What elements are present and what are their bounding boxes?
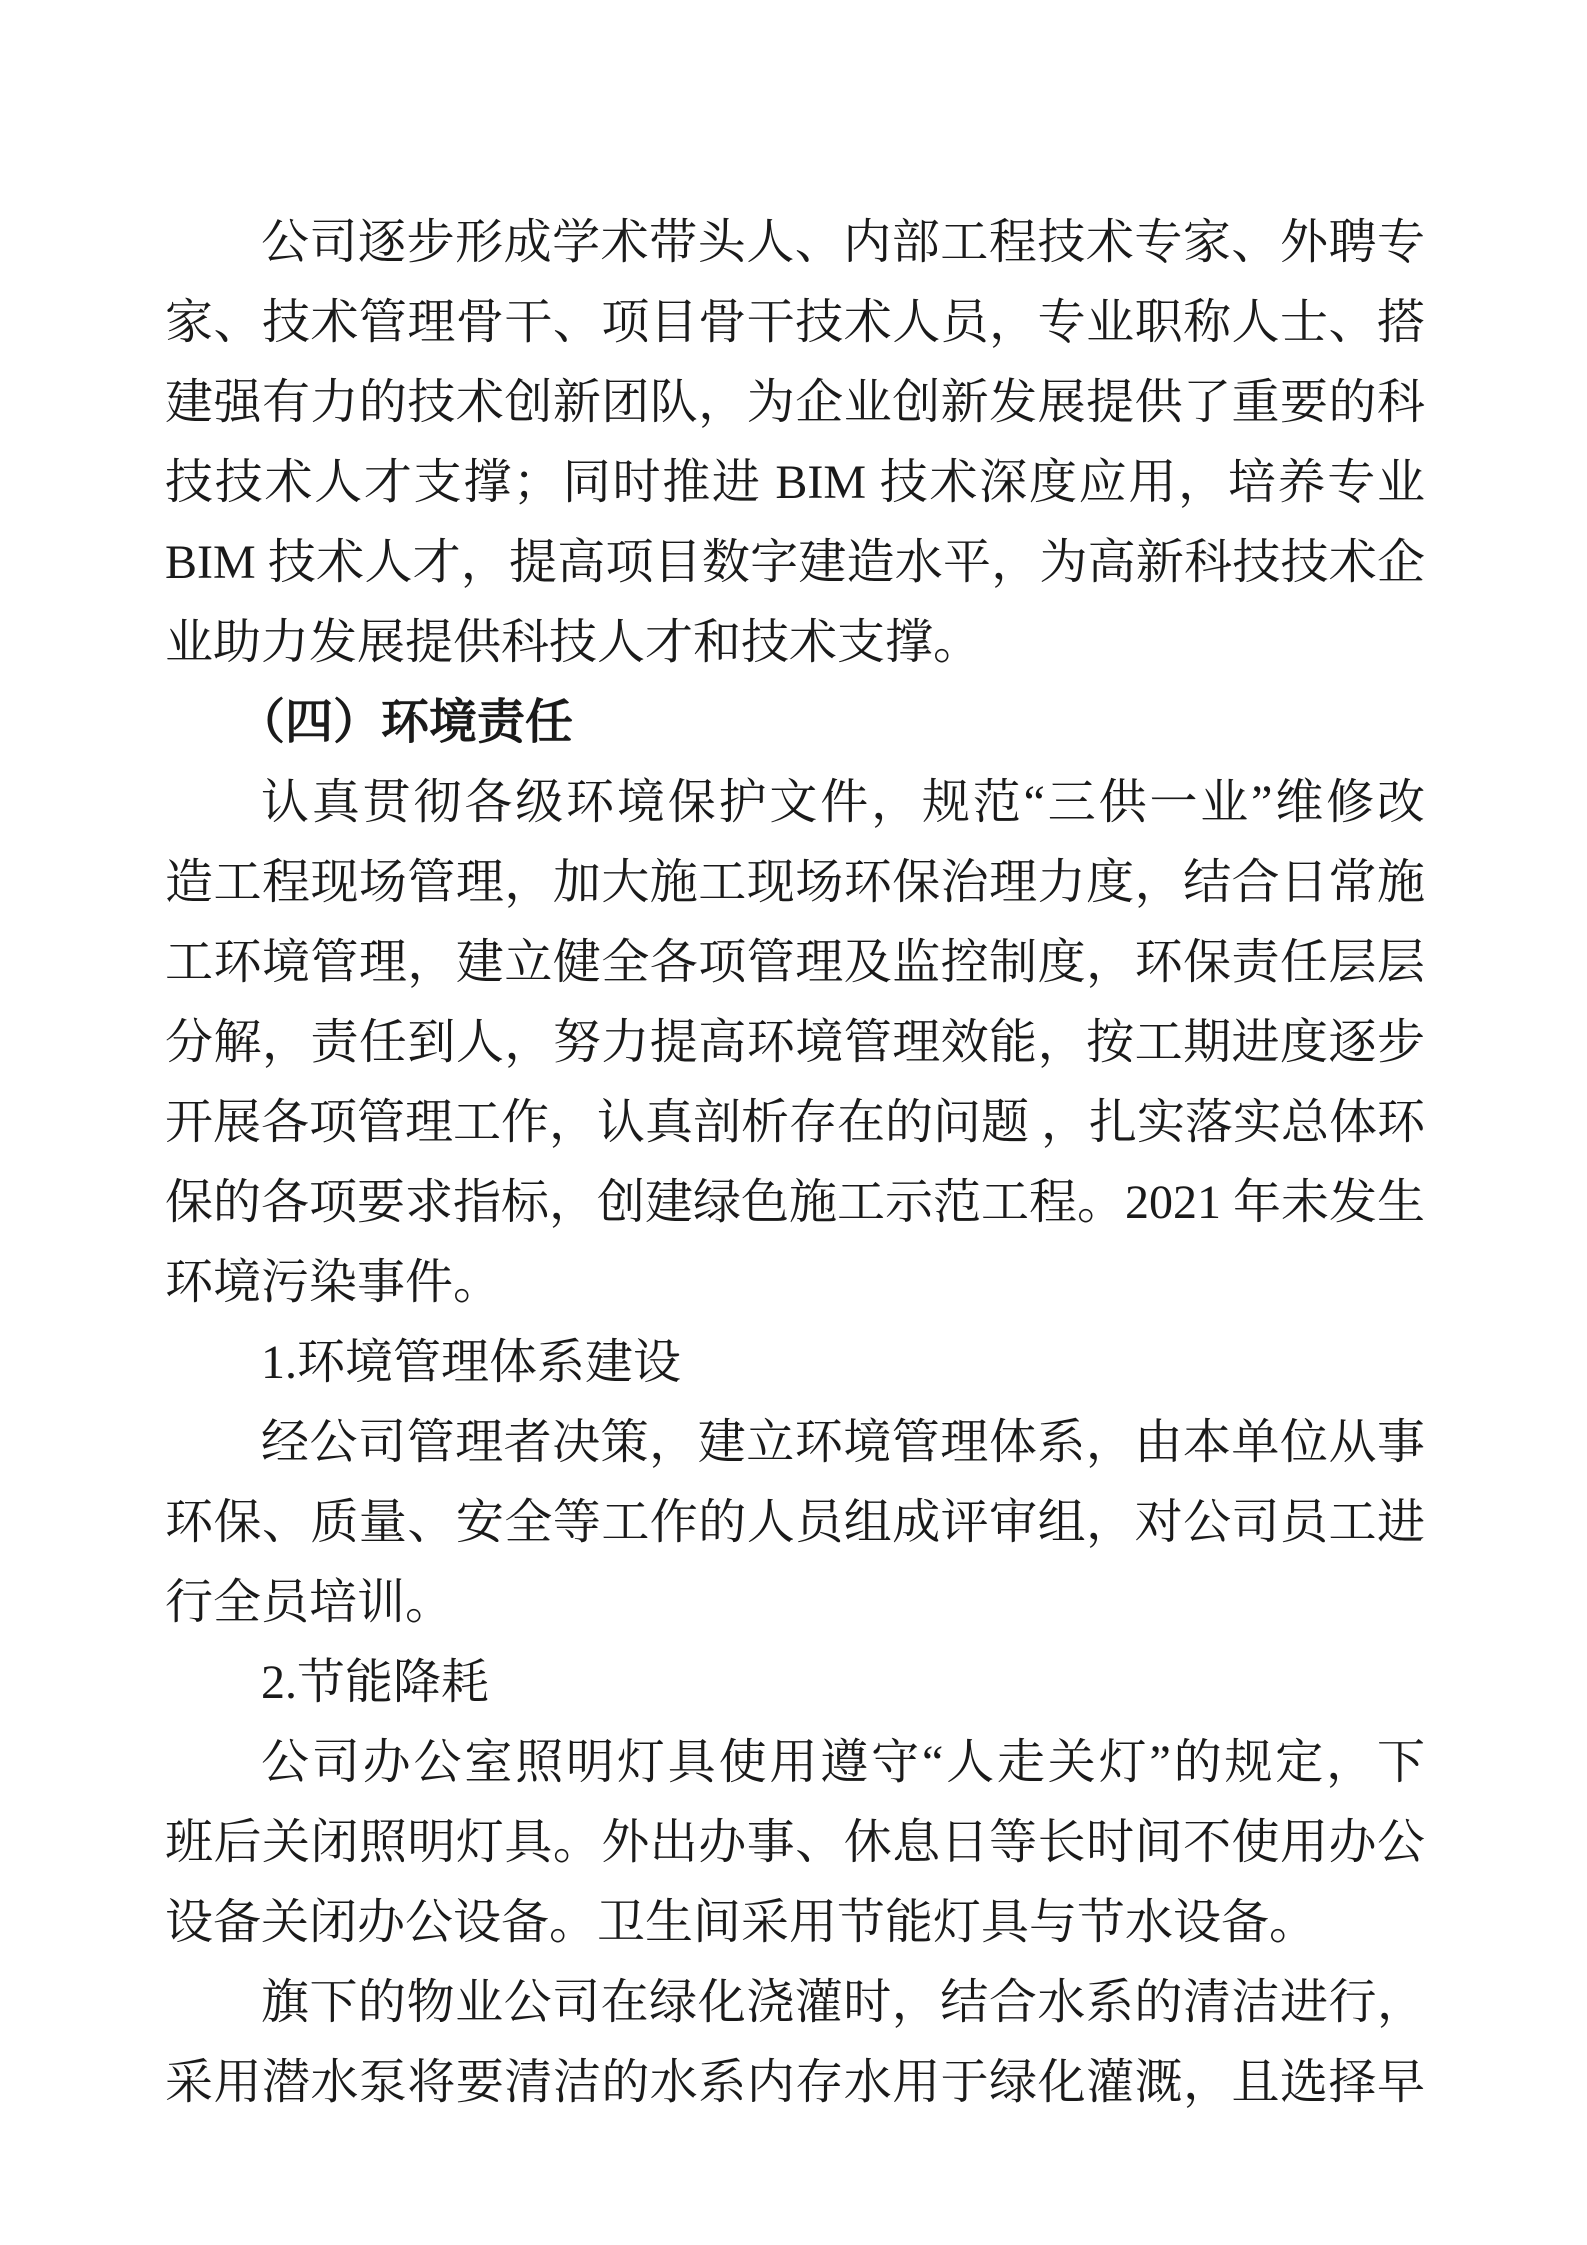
paragraph-ems-detail-line: 行全员培训。 [165,1576,454,1629]
paragraph-tech-talent [165,203,1425,683]
paragraph-tech-talent-line: 公司逐步形成学术带头人、内部工程技术专家、外聘专 [261,216,1425,269]
paragraph-office-energy-line: 设备关闭办公设备。卫生间采用节能灯具与节水设备。 [165,1896,1318,1949]
paragraph-tech-talent-line: 家、技术管理骨干、项目骨干技术人员，专业职称人士、搭 [165,296,1425,349]
paragraph-tech-talent-line: 建强有力的技术创新团队，为企业创新发展提供了重要的科 [165,376,1425,429]
paragraph-environment-overview-line: 环境污染事件。 [165,1256,502,1309]
paragraph-ems-detail-line: 经公司管理者决策，建立环境管理体系，由本单位从事 [261,1416,1425,1469]
paragraph-tech-talent-line: 技技术人才支撑；同时推进 BIM 技术深度应用，培养专业 [165,456,1425,509]
heading-energy-saving [165,1643,1425,1723]
paragraph-ems-detail [165,1403,1425,1643]
heading-environment-responsibility [165,683,1425,763]
paragraph-environment-overview-line: 开展各项管理工作，认真剖析存在的问题 ，扎实落实总体环 [165,1096,1426,1149]
paragraph-environment-overview-line: 认真贯彻各级环境保护文件，规范“三供一业”维修改 [261,776,1425,829]
paragraph-environment-overview-line: 保的各项要求指标，创建绿色施工示范工程。2021 年未发生 [165,1176,1426,1229]
paragraph-property-irrigation-line: 采用潜水泵将要清洁的水系内存水用于绿化灌溉，且选择早 [165,2056,1425,2109]
paragraph-tech-talent-line: 业助力发展提供科技人才和技术支撑。 [165,616,982,669]
paragraph-environment-overview [165,763,1425,1323]
paragraph-office-energy-line: 公司办公室照明灯具使用遵守“人走关灯”的规定，下 [261,1736,1425,1789]
paragraph-property-irrigation [165,1963,1425,2123]
paragraph-environment-overview-line: 工环境管理，建立健全各项管理及监控制度，环保责任层层 [165,936,1425,989]
paragraph-office-energy-line: 班后关闭照明灯具。外出办事、休息日等长时间不使用办公 [165,1816,1425,1869]
heading-environment-responsibility-line: （四）环境责任 [237,696,574,749]
paragraph-environment-overview-line: 造工程现场管理，加大施工现场环保治理力度，结合日常施 [165,856,1425,909]
heading-ems-construction [165,1323,1425,1403]
paragraph-office-energy [165,1723,1425,1963]
document-content [165,203,1425,2123]
paragraph-environment-overview-line: 分解，责任到人，努力提高环境管理效能，按工期进度逐步 [165,1016,1425,1069]
heading-energy-saving-line: 2.节能降耗 [261,1656,490,1709]
paragraph-property-irrigation-line: 旗下的物业公司在绿化浇灌时，结合水系的清洁进行， [261,1976,1425,2029]
heading-ems-construction-line: 1.环境管理体系建设 [261,1336,682,1389]
paragraph-tech-talent-line: BIM 技术人才，提高项目数字建造水平，为高新科技技术企 [165,536,1425,589]
paragraph-ems-detail-line: 环保、质量、安全等工作的人员组成评审组，对公司员工进 [165,1496,1425,1549]
